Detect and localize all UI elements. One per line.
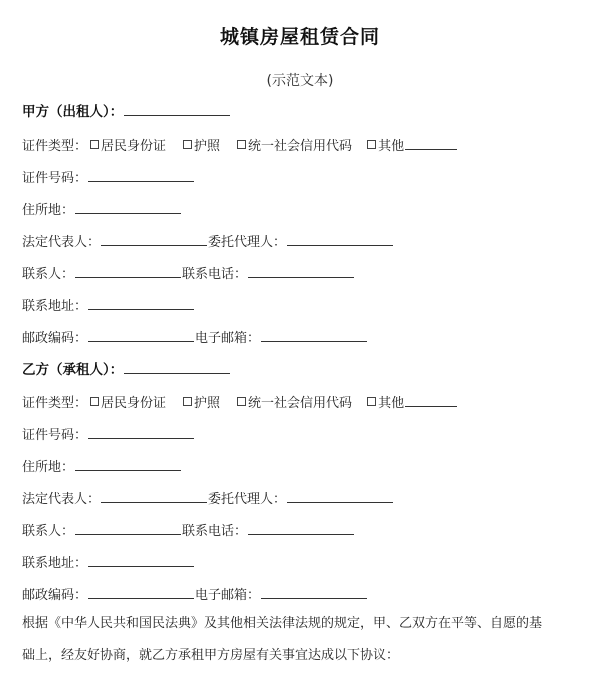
postcode-blank[interactable] bbox=[88, 327, 194, 342]
party-a-section bbox=[22, 101, 231, 121]
contact-label: 联系人： bbox=[22, 524, 75, 539]
party-a-heading: 甲方（出租人）： bbox=[22, 104, 124, 120]
legal-rep-blank[interactable] bbox=[101, 231, 207, 246]
party-b-id-type-row bbox=[22, 392, 458, 413]
checkbox-credit-code[interactable] bbox=[237, 140, 246, 149]
other-blank[interactable] bbox=[405, 135, 457, 150]
party-a-address-row bbox=[22, 199, 182, 220]
legal-rep-label: 法定代表人： bbox=[22, 235, 101, 250]
party-a-postcode-row bbox=[22, 327, 368, 348]
contact-address-label: 联系地址： bbox=[22, 299, 88, 314]
option-other: 其他 bbox=[378, 396, 405, 411]
option-id-card: 居民身份证 bbox=[101, 396, 167, 411]
id-number-blank[interactable] bbox=[88, 167, 194, 182]
checkbox-credit-code[interactable] bbox=[237, 397, 246, 406]
party-b-id-number-row bbox=[22, 424, 195, 445]
party-b-contact-address-row bbox=[22, 552, 195, 573]
postcode-label: 邮政编码： bbox=[22, 331, 88, 346]
address-label: 住所地： bbox=[22, 460, 75, 475]
postcode-blank[interactable] bbox=[88, 584, 194, 599]
postcode-label: 邮政编码： bbox=[22, 588, 88, 603]
contact-blank[interactable] bbox=[75, 520, 181, 535]
party-a-rep-row bbox=[22, 231, 394, 252]
contract-subtitle: (示范文本) bbox=[266, 73, 334, 89]
phone-label: 联系电话： bbox=[182, 524, 248, 539]
party-b-rep-row bbox=[22, 488, 394, 509]
party-b-section bbox=[22, 359, 231, 379]
option-credit-code: 统一社会信用代码 bbox=[248, 396, 353, 411]
id-number-label: 证件号码： bbox=[22, 171, 88, 186]
id-type-label: 证件类型： bbox=[22, 396, 88, 411]
option-other: 其他 bbox=[378, 139, 405, 154]
id-type-label: 证件类型： bbox=[22, 139, 88, 154]
party-a-id-number-row bbox=[22, 167, 195, 188]
id-number-blank[interactable] bbox=[88, 424, 194, 439]
phone-blank[interactable] bbox=[248, 520, 354, 535]
preamble-line-1: 根据《中华人民共和国民法典》及其他相关法律法规的规定，甲、乙双方在平等、自愿的基 bbox=[22, 616, 543, 631]
agent-label: 委托代理人： bbox=[208, 492, 287, 507]
party-a-id-type-row bbox=[22, 135, 458, 156]
phone-blank[interactable] bbox=[248, 263, 354, 278]
option-passport: 护照 bbox=[194, 139, 221, 154]
email-blank[interactable] bbox=[261, 327, 367, 342]
option-id-card: 居民身份证 bbox=[101, 139, 167, 154]
party-b-heading: 乙方（承租人）： bbox=[22, 362, 124, 378]
checkbox-passport[interactable] bbox=[183, 140, 192, 149]
address-label: 住所地： bbox=[22, 203, 75, 218]
contact-blank[interactable] bbox=[75, 263, 181, 278]
checkbox-id-card[interactable] bbox=[90, 397, 99, 406]
contact-address-blank[interactable] bbox=[88, 552, 194, 567]
agent-blank[interactable] bbox=[287, 488, 393, 503]
party-b-postcode-row bbox=[22, 584, 368, 605]
contact-label: 联系人： bbox=[22, 267, 75, 282]
party-b-address-row bbox=[22, 456, 182, 477]
party-b-contact-row bbox=[22, 520, 355, 541]
email-blank[interactable] bbox=[261, 584, 367, 599]
party-a-contact-address-row bbox=[22, 295, 195, 316]
legal-rep-blank[interactable] bbox=[101, 488, 207, 503]
checkbox-other[interactable] bbox=[367, 140, 376, 149]
checkbox-id-card[interactable] bbox=[90, 140, 99, 149]
email-label: 电子邮箱： bbox=[195, 588, 261, 603]
contact-address-label: 联系地址： bbox=[22, 556, 88, 571]
legal-rep-label: 法定代表人： bbox=[22, 492, 101, 507]
address-blank[interactable] bbox=[75, 199, 181, 214]
address-blank[interactable] bbox=[75, 456, 181, 471]
agent-blank[interactable] bbox=[287, 231, 393, 246]
checkbox-other[interactable] bbox=[367, 397, 376, 406]
option-passport: 护照 bbox=[194, 396, 221, 411]
contract-title: 城镇房屋租赁合同 bbox=[219, 26, 380, 48]
email-label: 电子邮箱： bbox=[195, 331, 261, 346]
option-credit-code: 统一社会信用代码 bbox=[248, 139, 353, 154]
party-a-name-blank[interactable] bbox=[124, 101, 230, 116]
party-b-name-blank[interactable] bbox=[124, 359, 230, 374]
contact-address-blank[interactable] bbox=[88, 295, 194, 310]
preamble-line-2: 础上，经友好协商，就乙方承租甲方房屋有关事宜达成以下协议： bbox=[22, 648, 400, 663]
party-a-contact-row bbox=[22, 263, 355, 284]
agent-label: 委托代理人： bbox=[208, 235, 287, 250]
phone-label: 联系电话： bbox=[182, 267, 248, 282]
checkbox-passport[interactable] bbox=[183, 397, 192, 406]
other-blank[interactable] bbox=[405, 392, 457, 407]
id-number-label: 证件号码： bbox=[22, 428, 88, 443]
